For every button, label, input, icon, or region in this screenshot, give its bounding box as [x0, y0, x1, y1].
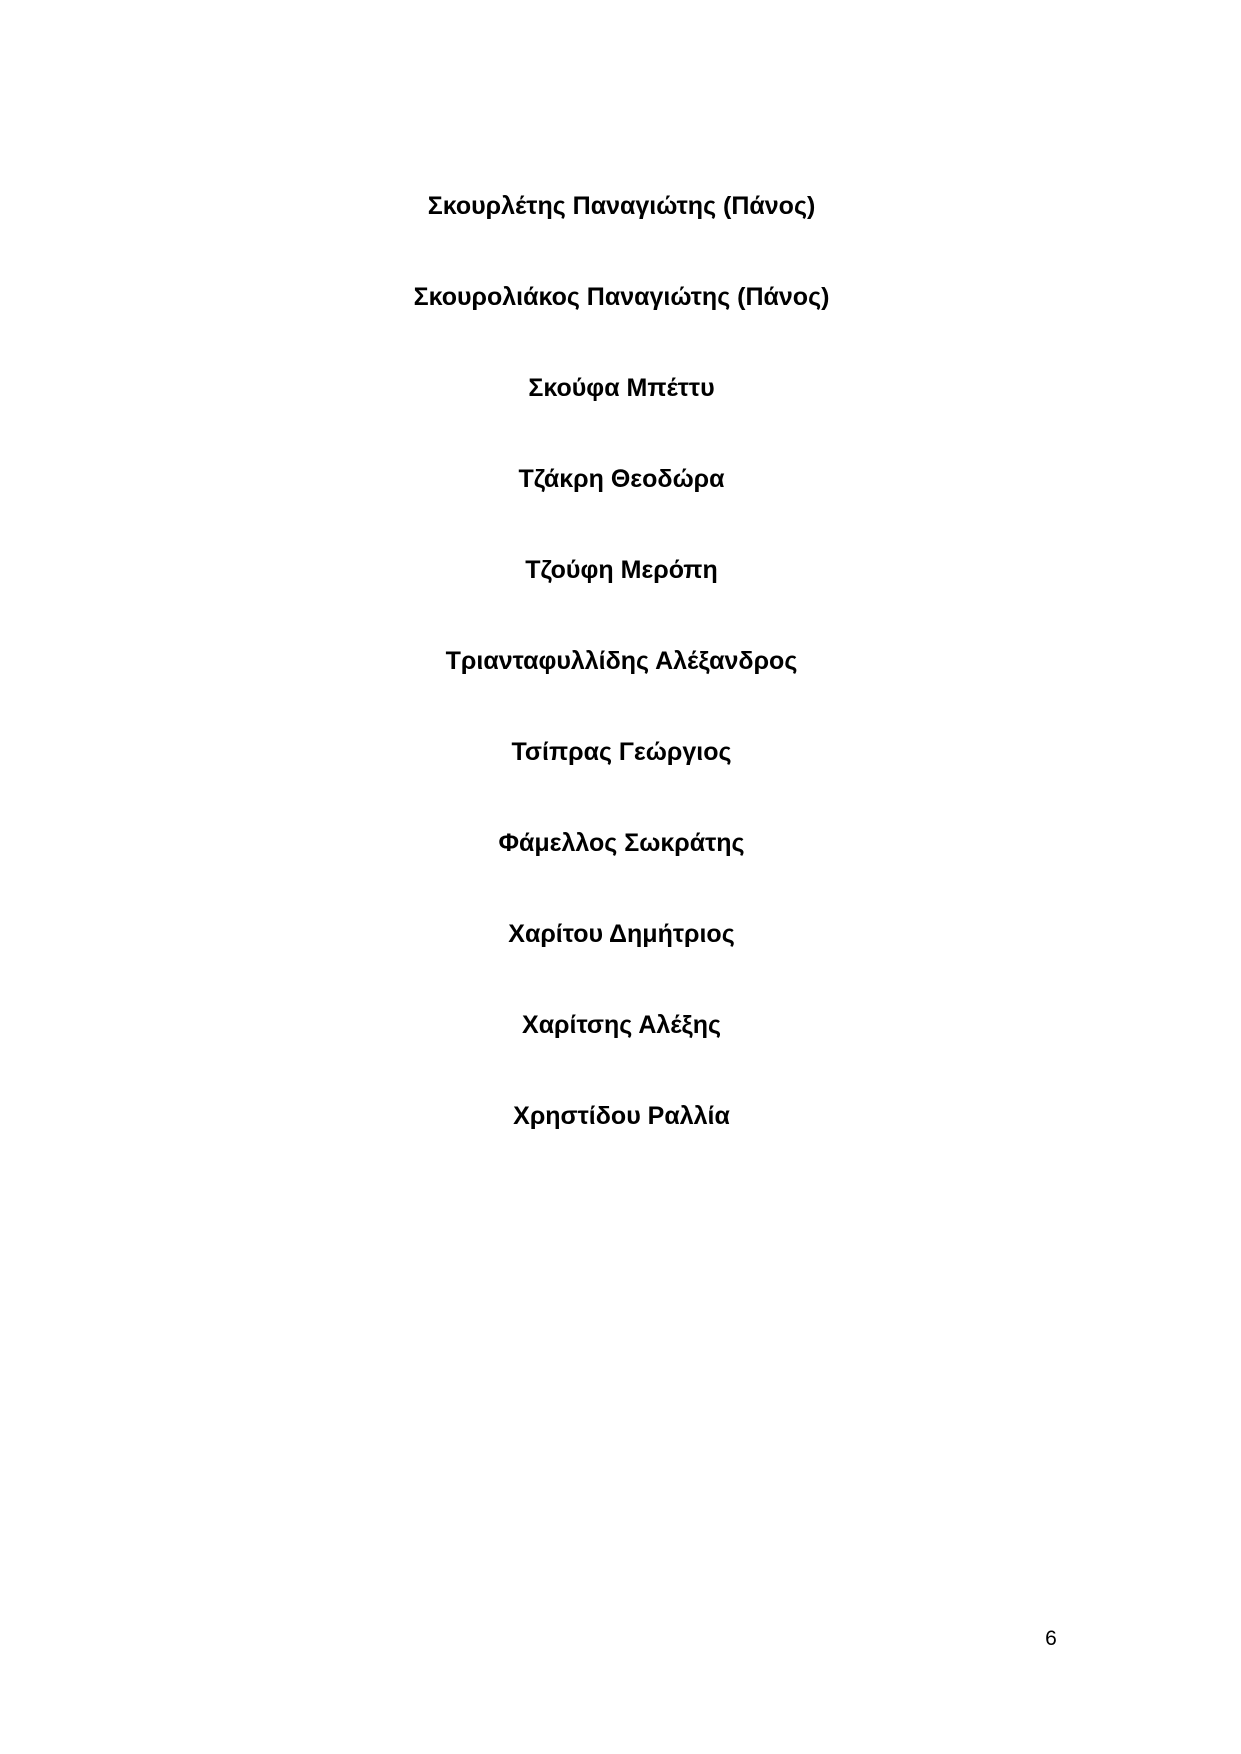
list-item: Χαρίτσης Αλέξης [522, 1011, 721, 1039]
list-item: Σκουρλέτης Παναγιώτης (Πάνος) [427, 192, 816, 220]
name-list [0, 191, 1241, 1192]
page-number: 6 [1045, 1627, 1057, 1650]
list-item: Σκούφα Μπέττυ [528, 374, 715, 402]
list-item: Τσίπρας Γεώργιος [511, 738, 732, 766]
list-item: Τζούφη Μερόπη [525, 556, 718, 584]
list-item: Φάμελλος Σωκράτης [498, 829, 745, 857]
list-item: Σκουρολιάκος Παναγιώτης (Πάνος) [413, 283, 830, 311]
list-item: Τριανταφυλλίδης Αλέξανδρος [445, 647, 798, 675]
list-item: Τζάκρη Θεοδώρα [518, 465, 725, 493]
list-item: Χαρίτου Δημήτριος [508, 920, 735, 948]
list-item: Χρηστίδου Ραλλία [513, 1102, 730, 1130]
